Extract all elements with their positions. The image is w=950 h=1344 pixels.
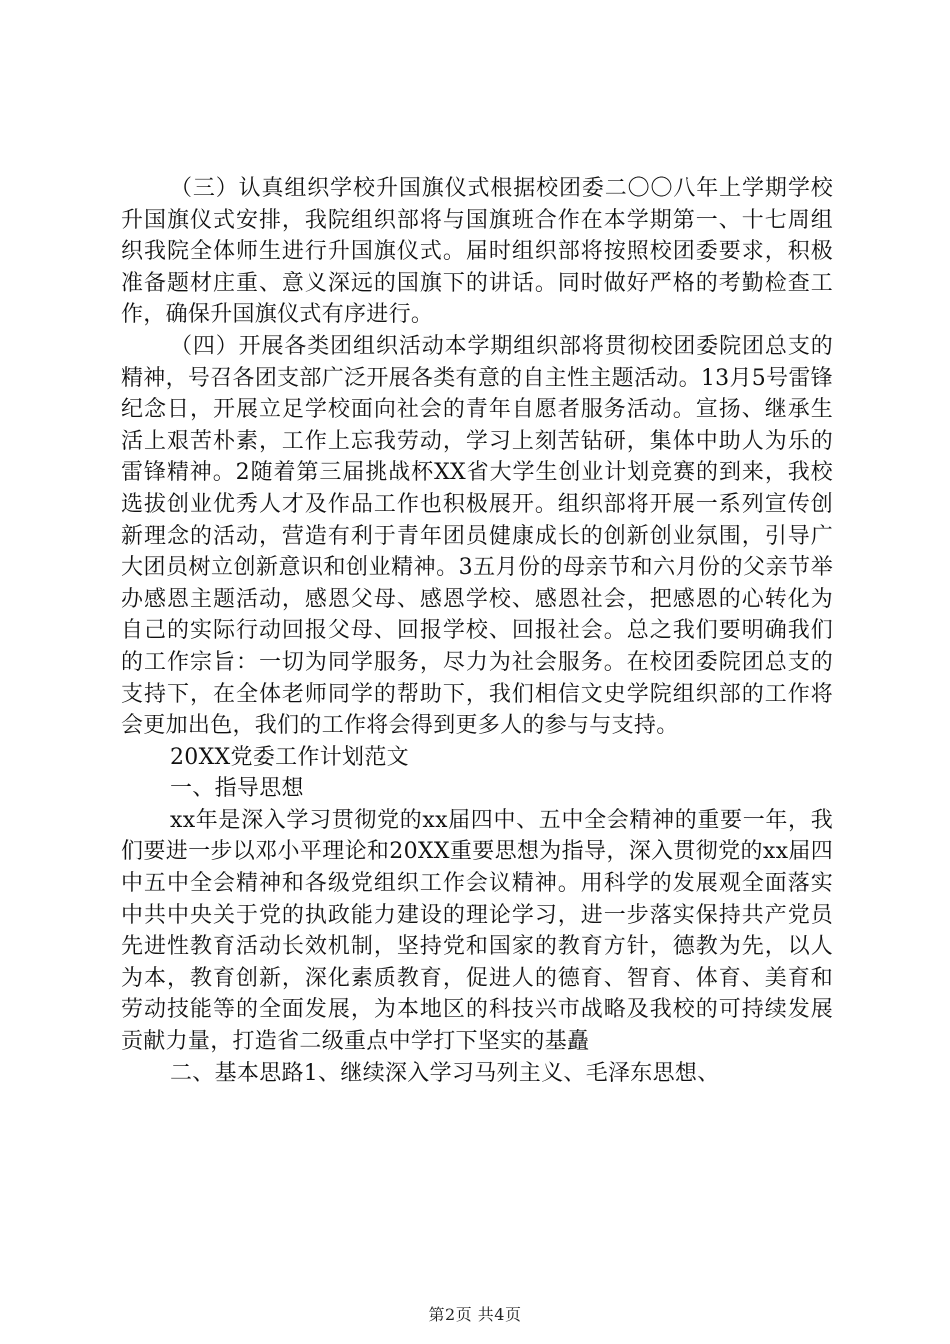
paragraph-guiding-ideology: xx年是深入学习贯彻党的xx届四中、五中全会精神的重要一年，我们要进一步以邓小平理论和20XX重要思想为指导，深入贯彻党的xx届四中五中全会精神和各级党组织工作会议精神。用科学的发展观全面落实中共中央关于党的执政能力建设的理论学习，进一步落实保持共产党员先进性教育活动长效机制，坚持党和国家的教育方针，德教为先，以人为本，教育创新，深化素质教育，促进人的德育、智育、体育、美育和劳动技能等的全面发展，为本地区的科技兴市战略及我校的可持续发展贡献力量，打造省二级重点中学打下坚实的基矗	[121, 807, 833, 1055]
document-body	[121, 173, 833, 1089]
paragraph-basic-approach: 二、基本思路1、继续深入学习马列主义、毛泽东思想、	[170, 1060, 720, 1086]
page-footer: 第2页 共4页	[428, 1305, 522, 1324]
paragraph-flag-ceremony: （三）认真组织学校升国旗仪式根据校团委二〇〇八年上学期学校升国旗仪式安排，我院组织部将与国旗班合作在本学期第一、十七周组织我院全体师生进行升国旗仪式。届时组织部将按照校团委要求，积极准备题材庄重、意义深远的国旗下的讲话。同时做好严格的考勤检查工作，确保升国旗仪式有序进行。	[121, 176, 833, 328]
paragraph-league-activities: （四）开展各类团组织活动本学期组织部将贯彻校团委院团总支的精神，号召各团支部广泛开展各类有意的自主性主题活动。13月5号雷锋纪念日，开展立足学校面向社会的青年自愿者服务活动。宣扬、继承生活上艰苦朴素，工作上忘我劳动，学习上刻苦钻研，集体中助人为乐的雷锋精神。2随着第三届挑战杯XX省大学生创业计划竞赛的到来，我校选拔创业优秀人才及作品工作也积极展开。组织部将开展一系列宣传创新理念的活动，营造有利于青年团员健康成长的创新创业氛围，引导广大团员树立创新意识和创业精神。3五月份的母亲节和六月份的父亲节举办感恩主题活动，感恩父母、感恩学校、感恩社会，把感恩的心转化为自己的实际行动回报父母、回报学校、回报社会。总之我们要明确我们的工作宗旨：一切为同学服务，尽力为社会服务。在校团委院团总支的支持下，在全体老师同学的帮助下，我们相信文史学院组织部的工作将会更加出色，我们的工作将会得到更多人的参与与支持。	[121, 333, 833, 739]
section-heading-guiding-ideology: 一、指导思想	[170, 776, 304, 802]
document-subtitle: 20XX党委工作计划范文	[170, 744, 409, 770]
